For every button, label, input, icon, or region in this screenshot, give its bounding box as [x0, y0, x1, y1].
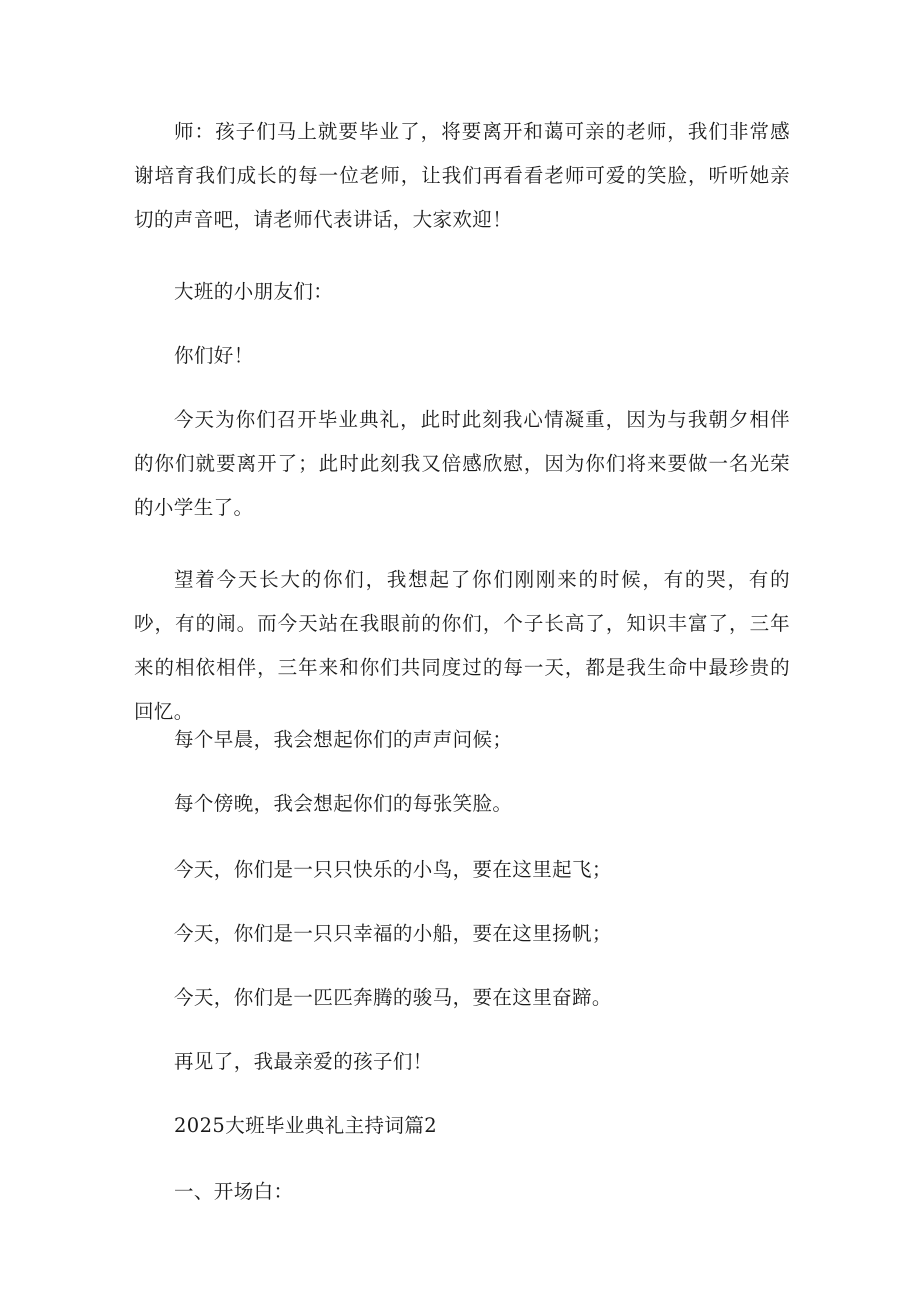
paragraph-every-evening: 每个傍晚，我会想起你们的每张笑脸。: [174, 792, 513, 815]
subsection-heading: 一、开场白：: [174, 1180, 294, 1203]
paragraph-goodbye: 再见了，我最亲爱的孩子们！: [174, 1050, 433, 1073]
paragraph-greeting-class: 大班的小朋友们：: [174, 280, 334, 303]
paragraph-galloping-horses: 今天，你们是一匹匹奔腾的骏马，要在这里奋蹄。: [174, 986, 612, 1009]
paragraph-graduation-ceremony: 今天为你们召开毕业典礼，此时此刻我心情凝重，因为与我朝夕相伴的你们就要离开了；此时此刻我又倍感欣慰，因为你们将来要做一名光荣的小学生了。: [134, 408, 790, 519]
paragraph-little-boats: 今天，你们是一只只幸福的小船，要在这里扬帆；: [174, 922, 612, 945]
paragraph-every-morning: 每个早晨，我会想起你们的声声问候；: [174, 728, 513, 751]
paragraph-memories: 望着今天长大的你们，我想起了你们刚刚来的时候，有的哭，有的吵，有的闹。而今天站在我眼前的你们，个子长高了，知识丰富了，三年来的相依相伴，三年来和你们共同度过的每一天，都是我生命中最珍贵的回忆。: [134, 568, 790, 723]
paragraph-teacher-intro: 师：孩子们马上就要毕业了，将要离开和蔼可亲的老师，我们非常感谢培育我们成长的每一位老师，让我们再看看老师可爱的笑脸，听听她亲切的声音吧，请老师代表讲话，大家欢迎！: [134, 120, 790, 231]
section-heading: 2025大班毕业典礼主持词篇2: [174, 1114, 438, 1137]
paragraph-hello: 你们好！: [174, 344, 254, 367]
paragraph-little-birds: 今天，你们是一只只快乐的小鸟，要在这里起飞；: [174, 858, 612, 881]
